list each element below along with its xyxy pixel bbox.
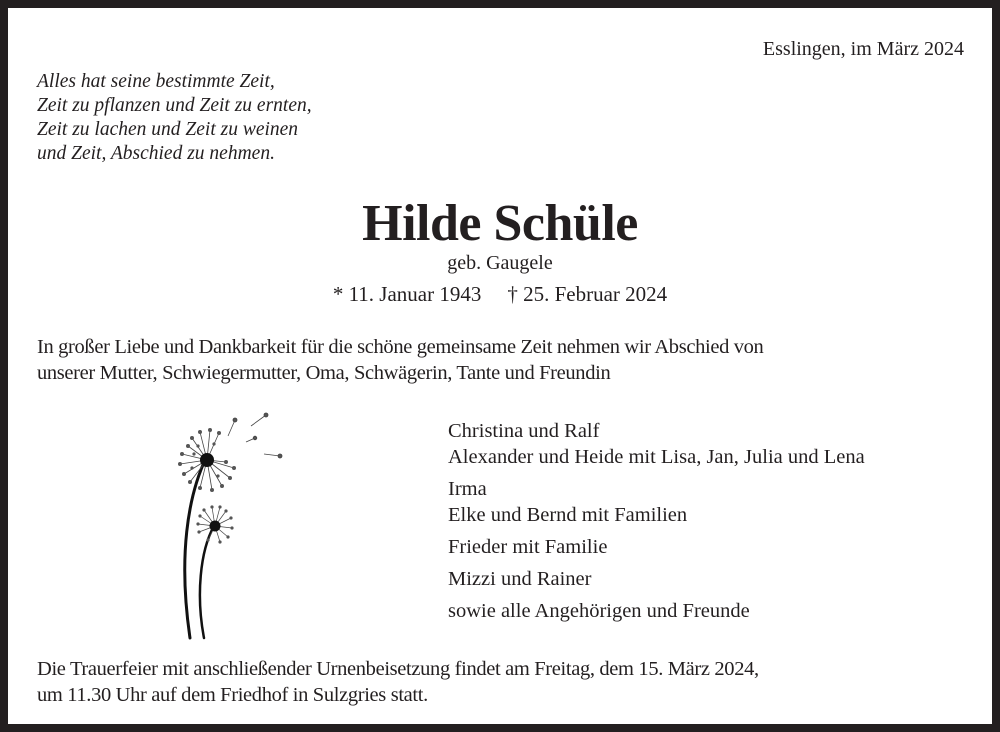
ceremony-info (37, 656, 759, 708)
mourners-list (448, 418, 865, 630)
deceased-name: Hilde Schüle (362, 195, 638, 252)
mourner-group (448, 476, 865, 528)
poem-line: Zeit zu pflanzen und Zeit zu ernten, (37, 95, 312, 116)
mourner-group (448, 566, 865, 592)
poem (37, 70, 312, 166)
mourner-line: Christina und Ralf (448, 420, 600, 442)
place-and-date: Esslingen, im März 2024 (762, 38, 964, 60)
mourner-line: Elke und Bernd mit Familien (448, 504, 688, 526)
mourner-group (448, 534, 865, 560)
mourner-line: Frieder mit Familie (448, 536, 608, 558)
intro-line: unserer Mutter, Schwiegermutter, Oma, Schwägerin, Tante und Freundin (37, 362, 611, 384)
mourner-line: Irma (448, 478, 487, 500)
deceased-block (8, 194, 992, 308)
dandelion-icon (168, 406, 288, 641)
mourner-line: Mizzi und Rainer (448, 568, 592, 590)
death-date: † 25. Februar 2024 (507, 282, 668, 306)
mourner-line: sowie alle Angehörigen und Freunde (448, 600, 750, 622)
obituary-card (8, 8, 992, 724)
maiden-name: geb. Gaugele (447, 252, 553, 274)
ceremony-line: Die Trauerfeier mit anschließender Urnenbeisetzung findet am Freitag, dem 15. März 2024, (37, 658, 759, 680)
birth-date: * 11. Januar 1943 (332, 282, 482, 306)
mourner-group (448, 598, 865, 624)
mourner-group (448, 418, 865, 470)
poem-line: und Zeit, Abschied zu nehmen. (37, 143, 275, 164)
intro-line: In großer Liebe und Dankbarkeit für die schöne gemeinsame Zeit nehmen wir Abschied von (37, 336, 764, 358)
poem-line: Zeit zu lachen und Zeit zu weinen (37, 119, 299, 140)
ceremony-line: um 11.30 Uhr auf dem Friedhof in Sulzgries statt. (37, 684, 428, 706)
life-dates (8, 280, 992, 308)
mourner-line: Alexander und Heide mit Lisa, Jan, Julia und Lena (448, 446, 865, 468)
intro-text (37, 334, 763, 386)
poem-line: Alles hat seine bestimmte Zeit, (37, 71, 275, 92)
